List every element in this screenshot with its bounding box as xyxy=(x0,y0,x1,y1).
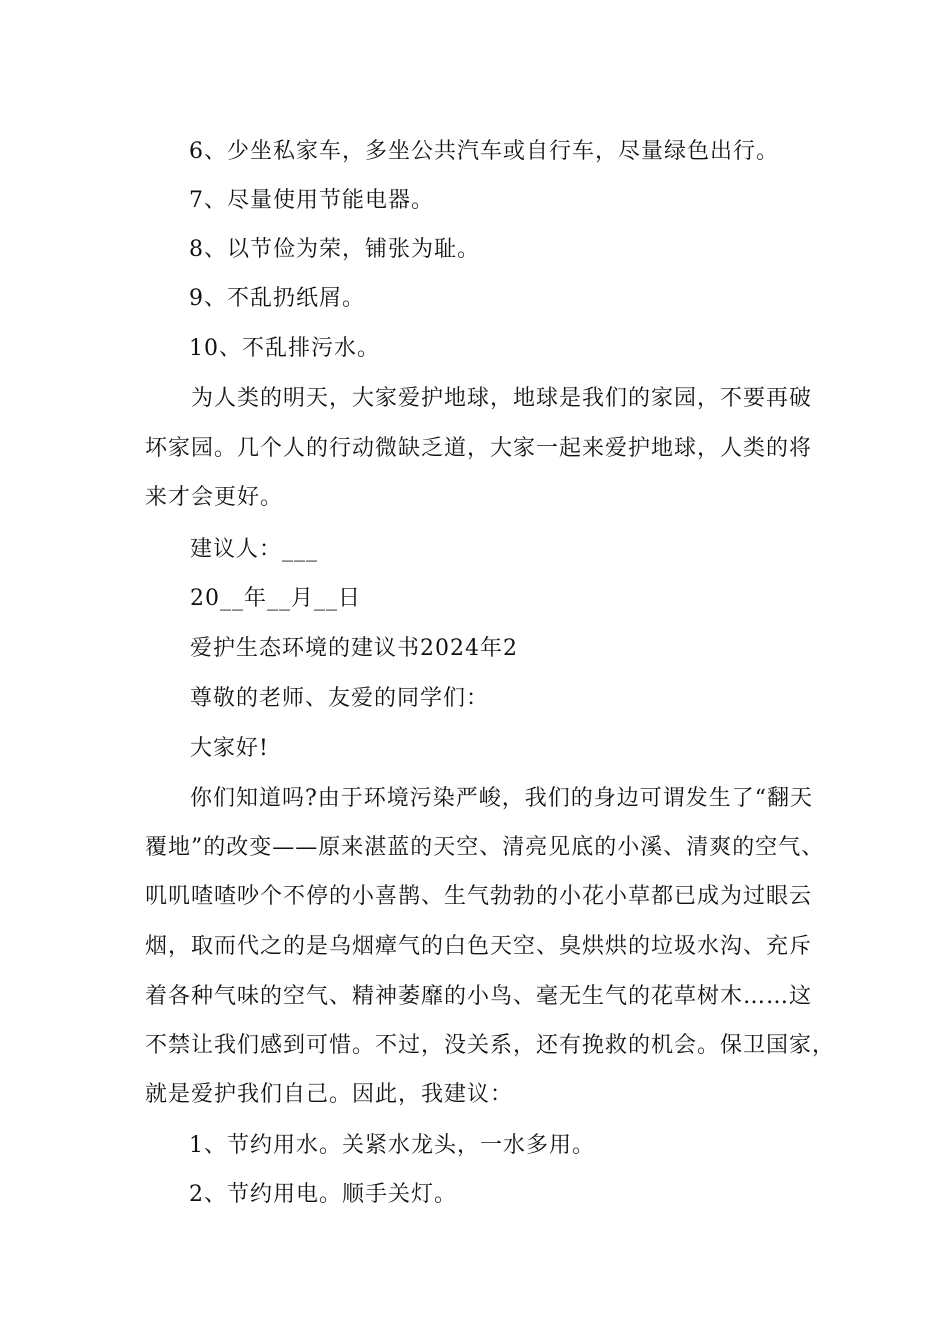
body-paragraph-line: 不禁让我们感到可惜。不过，没关系，还有挽救的机会。保卫国家， xyxy=(145,1033,836,1058)
body-paragraph-line: 烟，取而代之的是乌烟瘴气的白色天空、臭烘烘的垃圾水沟、充斥 xyxy=(145,934,813,959)
list-item: 2、节约用电。顺手关灯。 xyxy=(189,1182,457,1207)
body-paragraph-line: 就是爱护我们自己。因此，我建议： xyxy=(145,1082,514,1107)
closing-paragraph-line: 坏家园。几个人的行动微缺乏道，大家一起来爱护地球，人类的将 xyxy=(145,436,813,461)
list-item: 8、以节俭为荣，铺张为耻。 xyxy=(189,237,480,262)
body-paragraph-line: 着各种气味的空气、精神萎靡的小鸟、毫无生气的花草树木……这 xyxy=(145,984,813,1009)
greeting: 大家好! xyxy=(190,736,269,761)
list-item: 1、节约用水。关紧水龙头，一水多用。 xyxy=(189,1133,595,1158)
list-item: 10、不乱排污水。 xyxy=(189,336,380,361)
list-item: 7、尽量使用节能电器。 xyxy=(189,188,434,213)
signature-line: 建议人：___ xyxy=(190,537,319,562)
body-paragraph-line: 叽叽喳喳吵个不停的小喜鹊、生气勃勃的小花小草都已成为过眼云 xyxy=(145,884,813,909)
body-paragraph-line: 你们知道吗?由于环境污染严峻，我们的身边可谓发生了“翻天 xyxy=(190,786,814,811)
body-paragraph-line: 覆地”的改变——原来湛蓝的天空、清亮见底的小溪、清爽的空气、 xyxy=(145,835,825,860)
section-title: 爱护生态环境的建议书2024年2 xyxy=(190,636,518,661)
list-item: 6、少坐私家车，多坐公共汽车或自行车，尽量绿色出行。 xyxy=(189,139,779,164)
date-line: 20__年__月__日 xyxy=(190,586,361,611)
salutation: 尊敬的老师、友爱的同学们： xyxy=(190,686,490,711)
closing-paragraph-line: 来才会更好。 xyxy=(145,485,284,510)
closing-paragraph-line: 为人类的明天，大家爱护地球，地球是我们的家园，不要再破 xyxy=(191,386,813,411)
list-item: 9、不乱扔纸屑。 xyxy=(189,286,365,311)
